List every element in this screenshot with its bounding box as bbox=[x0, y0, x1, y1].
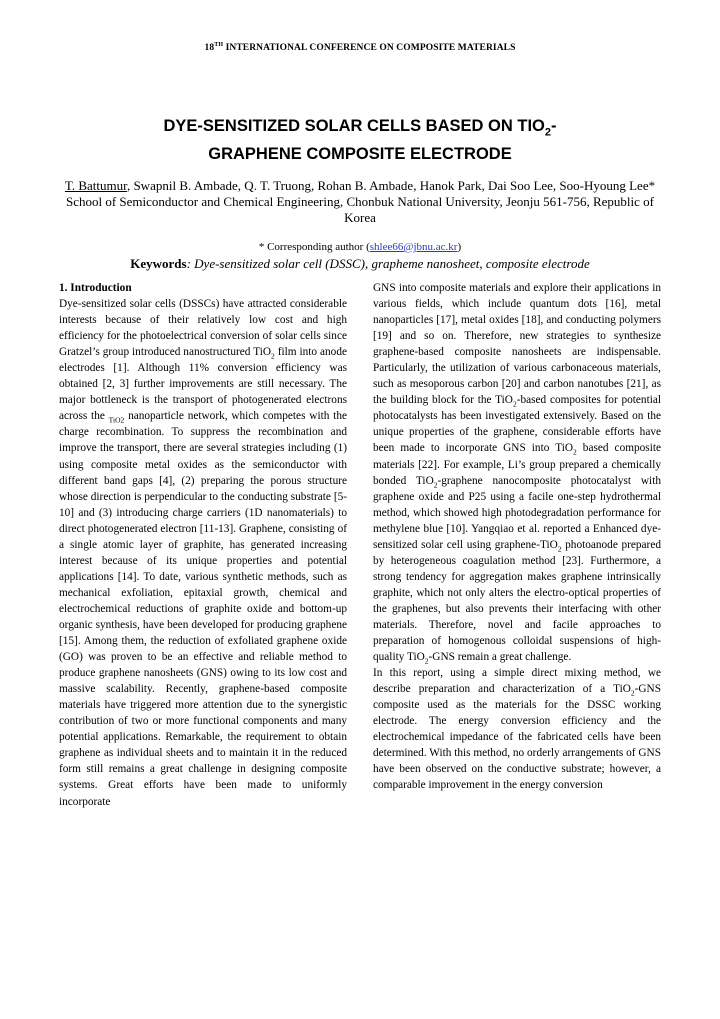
keywords-line: Keywords: Dye-sensitized solar cell (DSSC), grapheme nanosheet, composite electrode bbox=[130, 256, 590, 271]
title-line-1: DYE-SENSITIZED SOLAR CELLS BASED ON $TIO_2-$ bbox=[163, 117, 557, 139]
author-block bbox=[60, 178, 660, 226]
intro-paragraph-3: In this report, using a simple direct mixing method, we describe preparation and characterization of a TiO$_2$-GNS composite used as the materials for the DSSC working electrode. The energy conversion efficiency and the electrochemical impedance of the fabricated cells have been determined. With this method, no orderly arrangements of GNS have been observed on the conductive substrate; however, a comparable improvement in the energy conversion bbox=[373, 667, 661, 792]
corresponding-author: * Corresponding author (shlee66@jbnu.ac.kr) bbox=[258, 241, 462, 253]
left-column bbox=[59, 280, 347, 810]
title-line-2: GRAPHENE COMPOSITE ELECTRODE bbox=[208, 145, 512, 164]
intro-paragraph-1: Dye-sensitized solar cells (DSSCs) have attracted considerable interests because of their relatively low cost and high efficiency for the photoelectrical conversion of solar cells since Gratzel’s group introduced nanostructured TiO$_2$ film into anode electrodes [1]. Although 11% conversion efficiency was obtained [2, 3] further improvements are still necessary. The major bottleneck is the transport of photogenerated electrons across the $_{TiO2}$ nanoparticle network, which competes with the charge recombination. To suppress the recombination and improve the transport, there are several strategies including (1) using composite metal oxides as the semiconductor with different band gaps [4], (2) preparing the porous structure whose direction is perpendicular to the conducting substrate [5-10] and (3) introducing charge carriers (1D nanomaterials) to direct photogenerated electron [11-13]. Graphene, consisting of a single atomic layer of graphite, has generated increasing interest because of its unique properties and potential applications [14]. To date, various synthetic methods, such as mechanical exfoliation, epitaxial growth, chemical and electrochemical reductions of graphite oxide and bottom-up organic synthesis, have been developed for producing graphene [15]. Among them, the reduction of exfoliated graphene oxide (GO) was proven to be an effective and reliable method to produce graphene nanosheets (GNS) owing to its low cost and massive scalability. Recently, graphene-based composite materials have triggered more attention due to the synergistic contribution of two or more functional components and many potential applications. Remarkable, the requirement to obtain graphene as individual sheets and to maintain it in the reduced form still remains a great challenge in designing composite systems. Great efforts have been made to uniformly incorporate bbox=[59, 298, 347, 808]
intro-paragraph-2: GNS into composite materials and explore their applications in various fields, which include quantum dots [16], metal nanoparticles [17], metal oxides [18], and conducting polymers [19] and so on. Therefore, new strategies to synthesize graphene-based composite nanosheets are indispensable. Particularly, the utilization of various carbonaceous materials, such as mesoporous carbon [20] and carbon nanotubes [21], as the building block for the TiO$_2$-based composites for potential photocatalysts has been investigated extensively. Based on the unique properties of the graphene, considerable efforts have been made to incorporate GNS into TiO$_2$ based composite materials [22]. For example, Li’s group prepared a chemically bonded TiO$_2$-graphene nanocomposite photocatalyst with graphene oxide and P25 using a facile one-step hydrothermal method, which showed high photodegradation performance for methylene blue [10]. Yangqiao et al. reported a Enhanced dye-sensitized solar cell using graphene-TiO$_2$ photoanode prepared by heterogeneous coagulation method [23]. Furthermore, a strong tendency for aggregation makes graphene intrinsically graphite, which not only alters the electro-optical properties of the graphenes, but also prevents their interfacing with other materials. Therefore, novel and facile approaches to preparation of homogenous colloidal suspensions of high-quality TiO$_2$-GNS remain a great challenge. bbox=[373, 282, 661, 666]
affiliation: School of Semiconductor and Chemical Engineering, Chonbuk National University, Jeonju 561-756, Republic of Korea bbox=[65, 194, 655, 225]
first-author: T. Battumur bbox=[64, 178, 127, 193]
corresponding-email-link[interactable]: shlee66@jbnu.ac.kr bbox=[369, 241, 458, 253]
section-heading: 1. Introduction bbox=[59, 282, 132, 294]
paper-title bbox=[60, 115, 660, 165]
author-list: T. Battumur, Swapnil B. Ambade, Q. T. Truong, Rohan B. Ambade, Hanok Park, Dai Soo Lee, Soo-Hyoung Lee* bbox=[64, 178, 656, 193]
right-column bbox=[373, 280, 661, 794]
conference-header: 18TH INTERNATIONAL CONFERENCE ON COMPOSITE MATERIALS bbox=[204, 42, 516, 54]
